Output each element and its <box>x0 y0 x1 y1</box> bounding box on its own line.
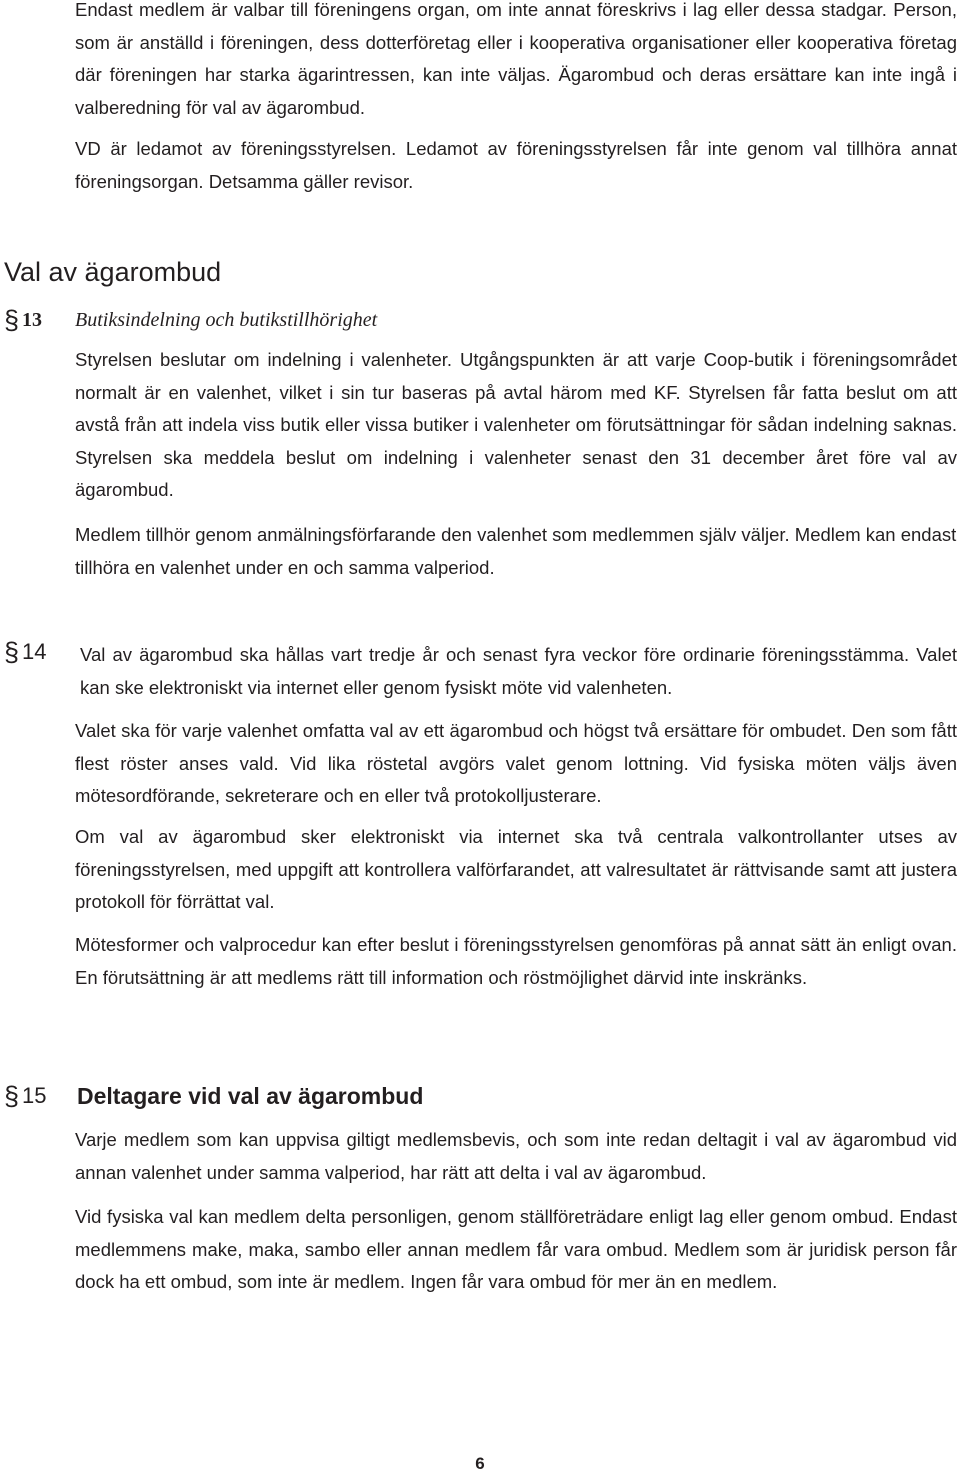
section-14-paragraph-4: Mötesformer och valprocedur kan efter beslut i föreningsstyrelsen genomföras på annat sätt än enligt ovan. En förutsättning är att medlems rätt till information och röstmöjlighet därvid inte inskränks. <box>75 934 957 988</box>
section-15-paragraph-1: Varje medlem som kan uppvisa giltigt medlemsbevis, och som inte redan deltagit i val av ägarombud vid annan valenhet under samma valperiod, har rätt att delta i val av ägarombud. <box>75 1129 957 1183</box>
section-14-paragraph-1: Val av ägarombud ska hållas vart tredje år och senast fyra veckor före ordinarie föreningsstämma. Valet kan ske elektroniskt via internet eller genom fysiskt möte vid valenheten. <box>80 644 957 698</box>
section-14-number: 14 <box>22 639 47 664</box>
section-sign-icon: § <box>4 305 20 335</box>
page-number: 6 <box>475 1454 485 1473</box>
section-15-title: Deltagare vid val av ägarombud <box>77 1083 424 1109</box>
section-13-paragraph-2: Medlem tillhör genom anmälningsförfarande den valenhet som medlemmen själv väljer. Medlem kan endast tillhöra en valenhet under en och samma valperiod. <box>75 524 957 578</box>
section-13-paragraph-1: Styrelsen beslutar om indelning i valenheter. Utgångspunkten är att varje Coop-butik i föreningsområdet normalt är en valenhet, vilket i sin tur baseras på avtal härom med KF. Styrelsen får fatta beslut om att avstå från att indela viss butik eller vissa butiker i valenheter om förutsättningar för sådan indelning saknas. Styrelsen ska meddela beslut om indelning i valenheter senast den 31 december året före val av ägarombud. <box>75 349 957 500</box>
section-15-number: 15 <box>22 1083 47 1108</box>
section-13-number: 13 <box>22 309 42 331</box>
section-15-paragraph-2: Vid fysiska val kan medlem delta personligen, genom ställföreträdare enligt lag eller genom ombud. Endast medlemmens make, maka, sambo eller annan medlem får vara ombud. Medlem som är juridisk person får dock ha ett ombud, som inte är medlem. Ingen får vara ombud för mer än en medlem. <box>75 1206 957 1292</box>
intro-paragraph-1: Endast medlem är valbar till föreningens organ, om inte annat föreskrivs i lag eller dessa stadgar. Person, som är anställd i föreningen, dess dotterföretag eller i kooperativa organisationer eller kooperativa företag där föreningen har starka ägarintressen, kan inte väljas. Ägarombud och deras ersättare kan inte ingå i valberedning för val av ägarombud. <box>75 0 957 118</box>
section-sign-icon: § <box>4 1081 20 1111</box>
section-13-title: Butiksindelning och butikstillhörighet <box>75 309 378 331</box>
intro-paragraph-2: VD är ledamot av föreningsstyrelsen. Ledamot av föreningsstyrelsen får inte genom val tillhöra annat föreningsorgan. Detsamma gäller revisor. <box>75 138 957 192</box>
section-14-paragraph-3: Om val av ägarombud sker elektroniskt via internet ska två centrala valkontrollanter utses av föreningsstyrelsen, med uppgift att kontrollera valförfarandet, att valresultatet är rättvisande samt att justera protokoll för förrättat val. <box>75 826 957 912</box>
section-sign-icon: § <box>4 637 20 667</box>
section-14-paragraph-2: Valet ska för varje valenhet omfatta val av ett ägarombud och högst två ersättare för ombudet. Den som fått flest röster anses vald. Vid lika röstetal avgörs valet genom lottning. Vid fysiska möten väljs även mötesordförande, sekreterare och en eller två protokolljusterare. <box>75 720 957 806</box>
page-heading: Val av ägarombud <box>4 257 222 287</box>
